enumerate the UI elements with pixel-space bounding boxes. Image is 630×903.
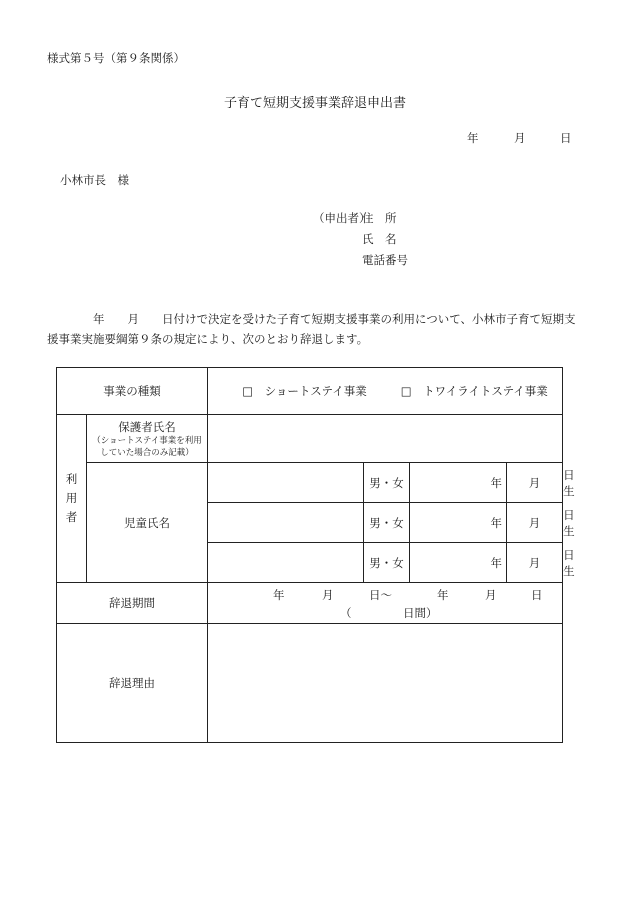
withdraw-reason-field[interactable] — [208, 624, 563, 743]
withdraw-reason-row — [57, 624, 563, 743]
applicant-label: （申出者） — [313, 211, 371, 225]
body-text — [47, 309, 585, 349]
twilightstay-option[interactable]: □ トワイライトステイ事業 — [400, 384, 548, 398]
gender-select[interactable]: 男・女 — [364, 463, 410, 503]
child-name-field[interactable] — [208, 543, 364, 583]
period-days-close: 日間） — [403, 606, 438, 620]
form-number: 様式第５号（第９条関係） — [47, 51, 185, 65]
addressee: 小林市長 様 — [60, 173, 129, 187]
document-title: 子育て短期支援事業辞退申出書 — [223, 96, 406, 111]
service-type-label: 事業の種類 — [57, 368, 208, 415]
birth-year-label: 年 — [410, 463, 507, 503]
period-to-day: 日 — [531, 588, 543, 602]
applicant-address-label: 住 所 — [362, 211, 397, 225]
checkbox-icon[interactable]: □ — [242, 384, 254, 398]
child-name-field[interactable] — [208, 503, 364, 543]
period-from-month: 月 — [322, 588, 334, 602]
withdrawal-form-table — [56, 367, 575, 743]
body-line-2: 援事業実施要綱第９条の規定により、次のとおり辞退します。 — [47, 332, 369, 346]
period-to-month: 月 — [485, 588, 497, 602]
period-days-open: （ — [340, 606, 352, 620]
date-year-label: 年 — [467, 131, 479, 145]
withdraw-reason-label: 辞退理由 — [57, 624, 208, 743]
birth-month-label: 月 — [507, 543, 563, 583]
user-group-label: 利 用 者 — [57, 415, 87, 583]
birth-month-label: 月 — [507, 503, 563, 543]
service-type-row — [57, 368, 563, 415]
withdraw-period-row — [57, 583, 563, 624]
birth-year-label: 年 — [410, 503, 507, 543]
guardian-label: 保護者氏名 — [118, 419, 176, 434]
guardian-row — [57, 415, 563, 463]
gender-select[interactable]: 男・女 — [364, 503, 410, 543]
period-from-day: 日～ — [369, 588, 392, 602]
applicant-name-label: 氏 名 — [362, 232, 397, 246]
period-to-year: 年 — [437, 588, 449, 602]
child-row-2: 男・女 年 月 日生 — [57, 503, 563, 543]
guardian-label-cell — [87, 415, 208, 463]
child-name-field[interactable] — [208, 463, 364, 503]
withdraw-period-field[interactable] — [208, 583, 563, 624]
child-label: 児童氏名 — [87, 463, 208, 583]
body-line-1: 年 月 日付けで決定を受けた子育て短期支援事業の利用について、小林市子育て短期支 — [93, 312, 576, 326]
child-row-1: 児童氏名 男・女 年 月 日生 — [57, 463, 563, 503]
date-day-label: 日 — [560, 131, 572, 145]
birth-month-label: 月 — [507, 463, 563, 503]
date-month-label: 月 — [514, 131, 526, 145]
period-from-year: 年 — [273, 588, 285, 602]
birth-year-label: 年 — [410, 543, 507, 583]
applicant-phone-label: 電話番号 — [362, 253, 408, 267]
gender-select[interactable]: 男・女 — [364, 543, 410, 583]
checkbox-icon[interactable]: □ — [400, 384, 412, 398]
child-row-3: 男・女 年 月 日生 — [57, 543, 563, 583]
shortstay-option[interactable]: □ ショートステイ事業 — [242, 384, 367, 398]
withdraw-period-label: 辞退期間 — [57, 583, 208, 624]
guardian-name-field[interactable] — [208, 415, 563, 463]
service-type-options — [208, 368, 563, 415]
guardian-note: （ショートステイ事業を利用していた場合のみ記載） — [92, 435, 202, 458]
